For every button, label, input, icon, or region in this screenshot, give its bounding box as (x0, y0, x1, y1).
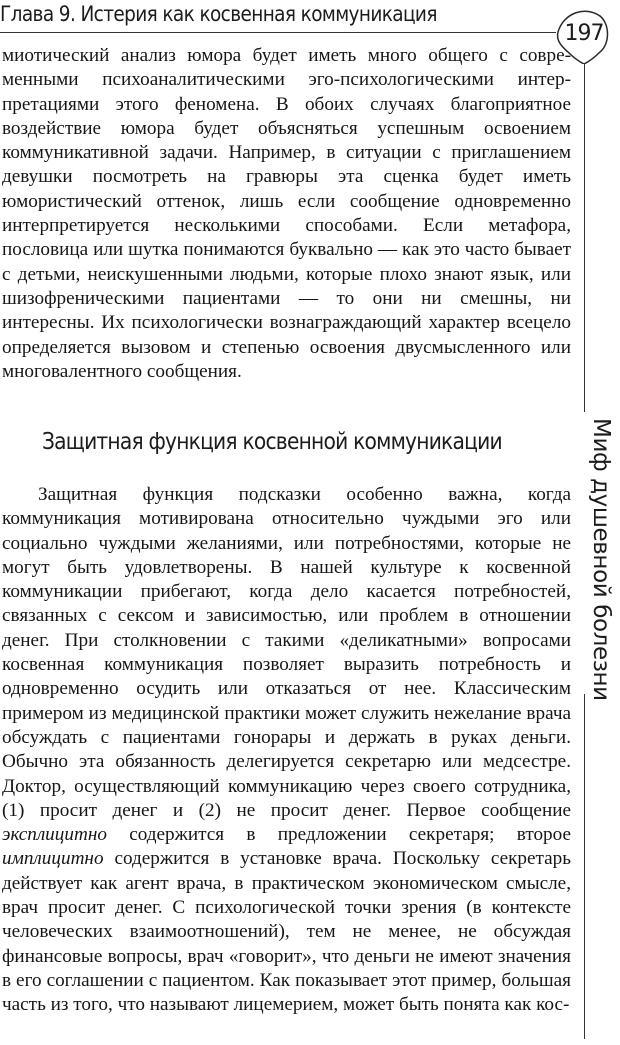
body-paragraph-2 (2, 483, 571, 1018)
emphasis-explicitly: эксплицитно (2, 824, 107, 846)
emphasis-implicitly: имплицитно (2, 848, 104, 870)
side-book-title: Миф душевной болезни (588, 418, 614, 701)
side-rule-bottom (584, 694, 585, 1039)
paragraph-2-text-1: Защитная функция подсказки особенно важна, когда коммуникация мотивирована относительно чуждыми эго или социально чуждыми желаниями, или потребностями, которые не могут быть удовлетворены. В нашей культуре к косвенной коммуникации прибегают, когда дело касается потребностей, связанных с сексом и зависимостью, или проблем в отношении денег. При столкновении с такими «деликатными» вопросами косвенная коммуникация позволяет выразить потребность и одновременно осудить или отказаться от нее. Классическим примером из медицинской практики может служить нежелание врача обсуждать с пациентами гонорары и держать в руках деньги. Обычно эта обязанность делегируется секретарю или медсестре. Доктор, осуществляющий коммуникацию через своего сотрудника, (1) просит денег и (2) не просит денег. Первое сообщение (2, 484, 571, 821)
side-rule-top (584, 64, 585, 412)
page-number: 197 (564, 21, 604, 46)
header-rule (0, 32, 556, 33)
paragraph-2-text-2: содержится в предложении секретаря; второе (106, 824, 571, 846)
running-header: Глава 9. Истерия как косвенная коммуникация (0, 2, 437, 26)
section-heading: Защитная функция косвенной коммуникации (42, 429, 502, 455)
body-paragraph-1: миотический анализ юмора будет иметь много общего с современными психоаналитическими эго-психологическими интерпретациями этого феномена. В обоих случаях благоприятное воздействие юмора будет объясняться успешным освоением коммуникативной задачи. Например, в ситуации с приглашением девушки посмотреть на гравюры эта сценка будет иметь юмористический оттенок, лишь если сообщение одновременно интерпретируется несколькими способами. Если метафора, пословица или шутка понимаются буквально — как это часто бывает с детьми, неискушенными людьми, которые плохо знают язык, или шизофреническими пациентами — то они ни смешны, ни интересны. Их психологически вознаграждающий характер всецело определяется вызовом и степенью освоения двусмысленного или многовалентного сообщения. (2, 45, 571, 382)
paragraph-2-text-3: содержится в установке врача. Поскольку секретарь действует как агент врача, в практическом экономическом смысле, врач просит денег. С психологической точки зрения (в контексте человеческих взаимоотношений), тем не менее, не обсуждая финансовые вопросы, врач «говорит», что деньги не имеют значения в его соглашении с пациентом. Как показывает этот пример, большая часть из того, что называют лицемерием, может быть понята как кос- (2, 848, 571, 1016)
